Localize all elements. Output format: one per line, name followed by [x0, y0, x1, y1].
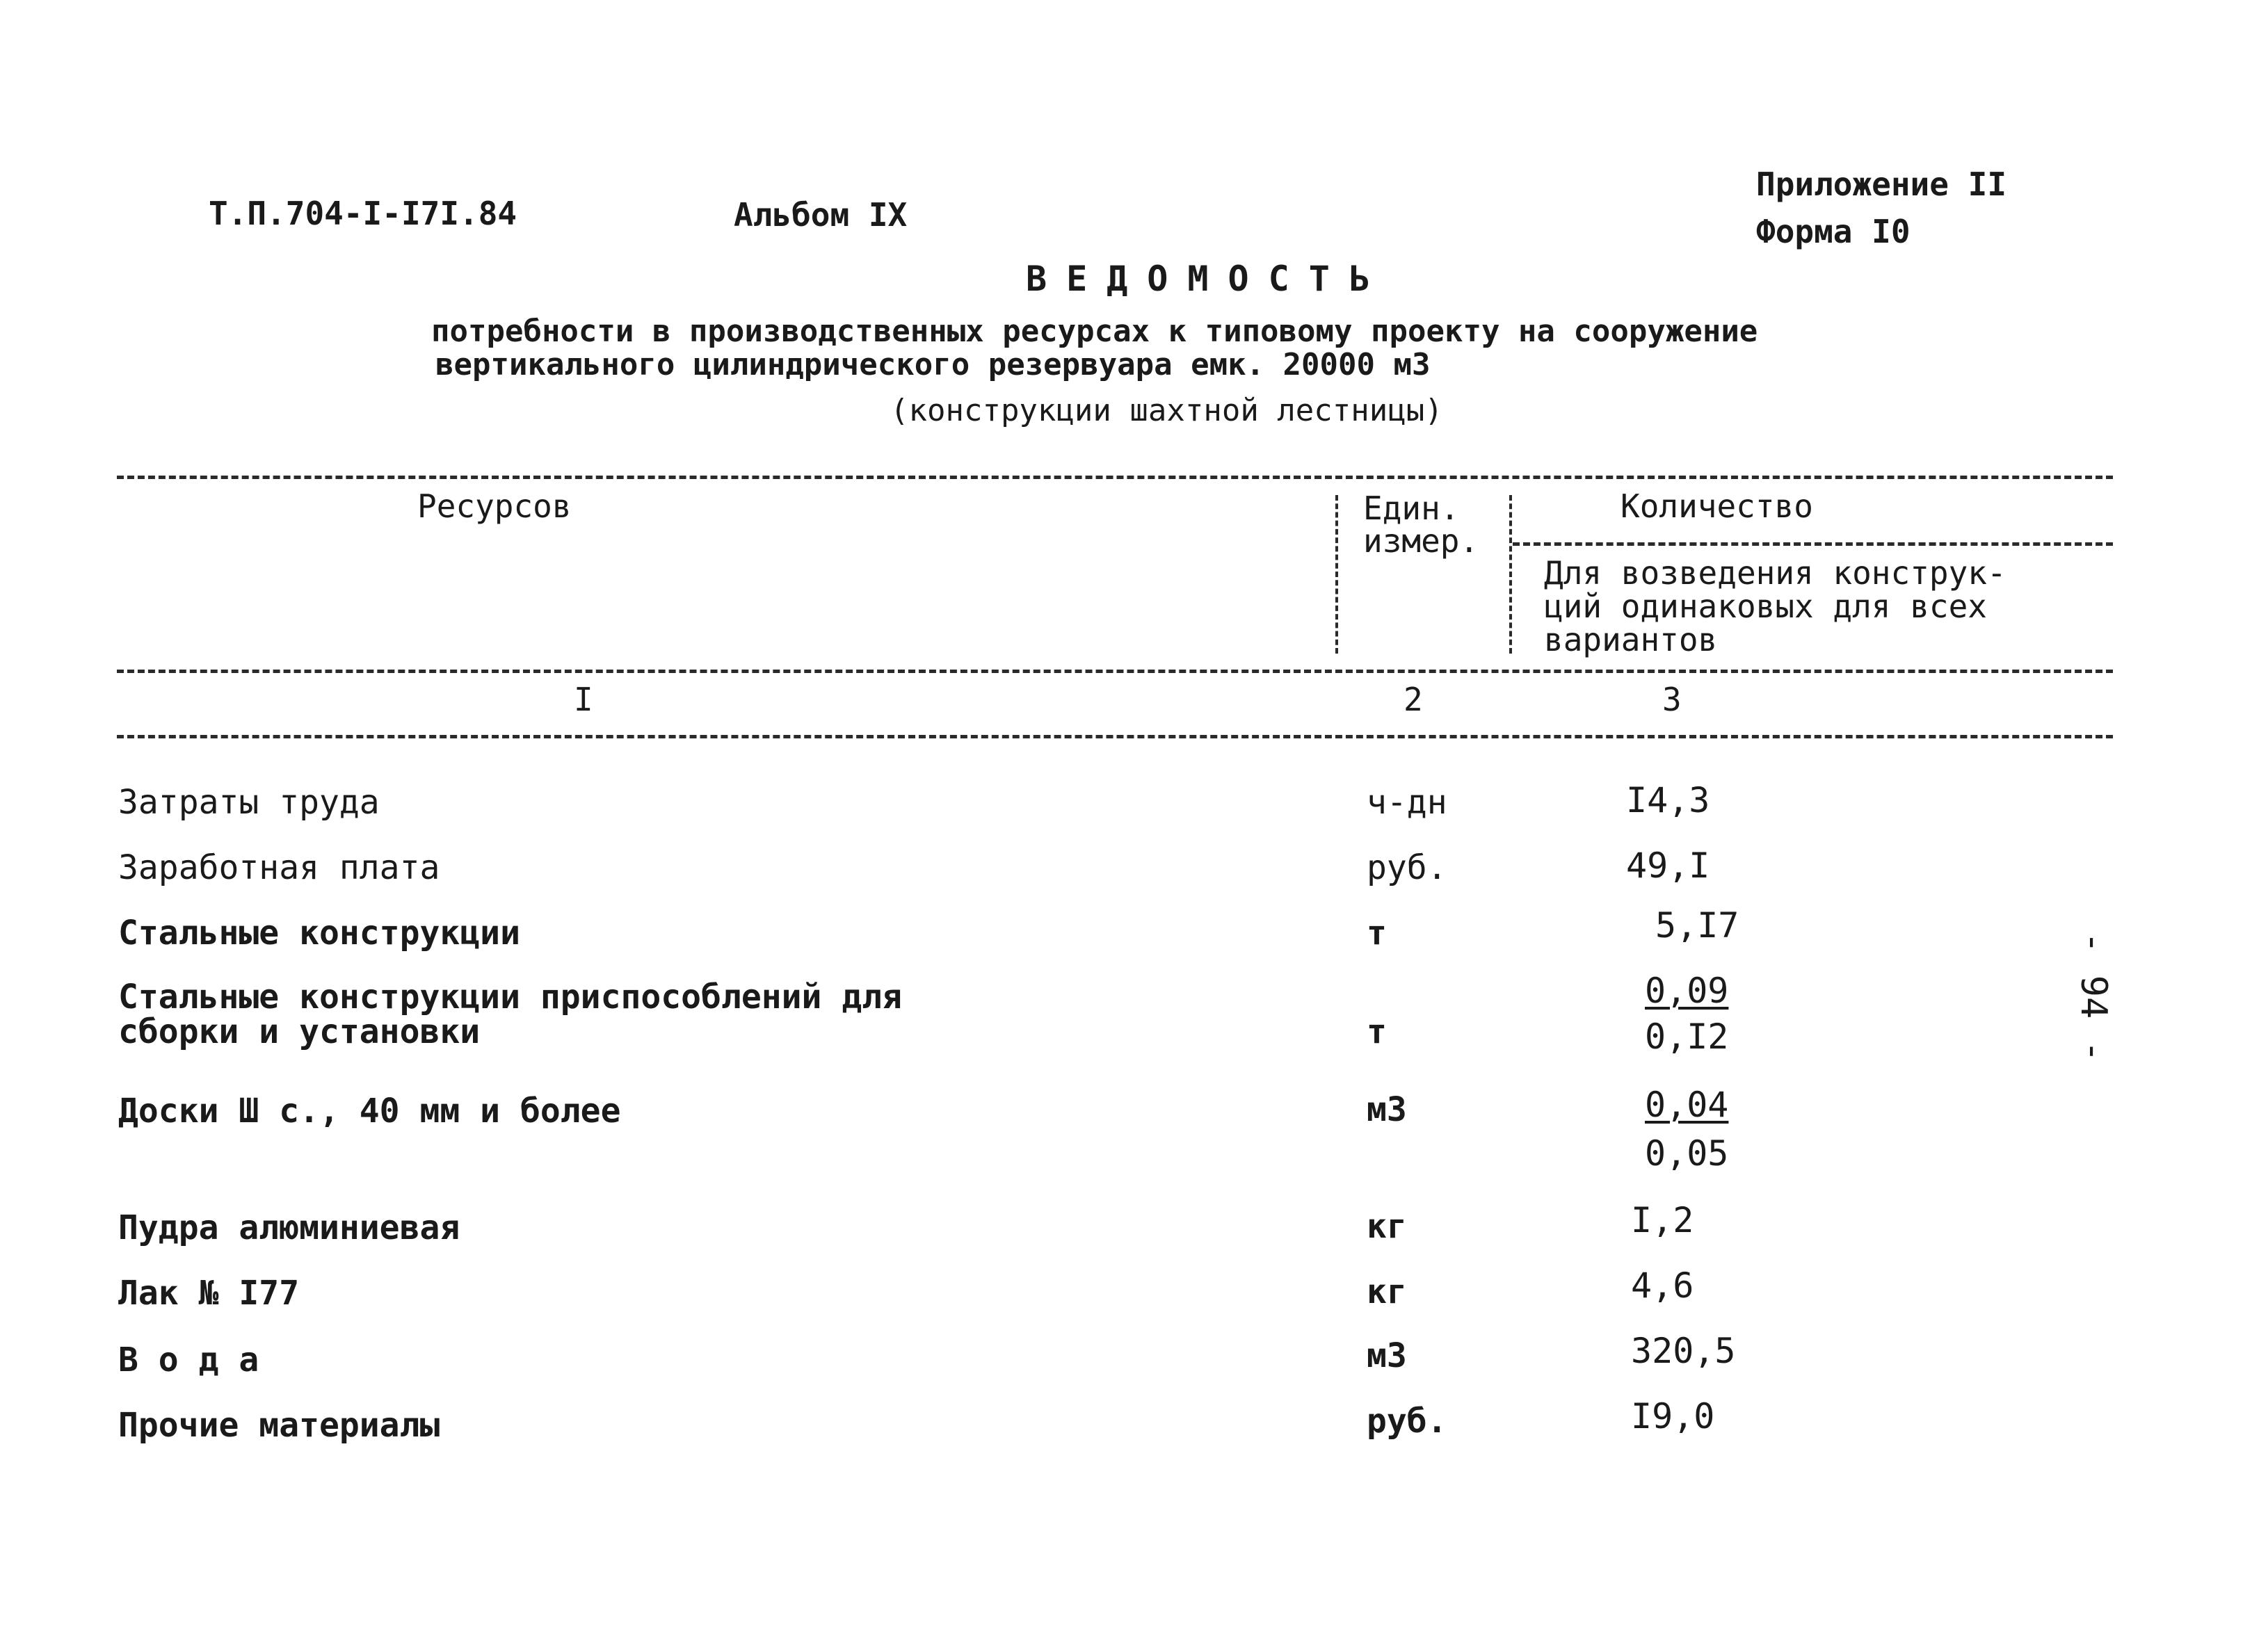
title-line-2: вертикального цилиндрического резервуара емк. 20000 м3: [435, 347, 1431, 382]
form-label: Форма I0: [1756, 213, 1911, 250]
table-row-value-alt: 0,I2: [1645, 1017, 1729, 1057]
column-number-3: 3: [1662, 681, 1682, 718]
table-row-value: 4,6: [1631, 1265, 1694, 1306]
header-bottom-rule: [117, 670, 2113, 673]
header-quantity-sub-2: ций одинаковых для всех: [1544, 588, 1987, 625]
table-row-value: I,2: [1631, 1200, 1694, 1240]
document-title: ВЕДОМОСТЬ: [1026, 259, 1390, 299]
header-quantity-sub-3: вариантов: [1544, 621, 1718, 658]
table-row-value: 0,04: [1645, 1085, 1729, 1125]
appendix-label: Приложение II: [1756, 165, 2007, 203]
table-row-name-continued: сборки и установки: [118, 1012, 481, 1051]
header-unit-2: измер.: [1363, 522, 1479, 560]
column-divider-1: [1335, 495, 1338, 654]
table-row-value: I4,3: [1626, 780, 1710, 820]
table-row-name: Стальные конструкции: [118, 914, 520, 953]
table-row-value: 5,I7: [1655, 905, 1739, 946]
table-top-rule: [117, 476, 2113, 479]
header-unit-1: Един.: [1363, 489, 1460, 527]
table-row-value-alt: 0,05: [1645, 1133, 1729, 1174]
table-row-name: Стальные конструкции приспособлений для: [118, 978, 903, 1017]
table-row-unit: руб.: [1367, 1402, 1447, 1441]
column-number-1: I: [574, 681, 593, 718]
table-row-unit: кг: [1367, 1272, 1407, 1311]
table-row-value: 49,I: [1626, 845, 1710, 886]
table-row-unit: руб.: [1367, 848, 1447, 887]
table-row-unit: т: [1367, 1012, 1387, 1051]
table-row-name: В о д а: [118, 1341, 259, 1379]
title-line-3: (конструкции шахтной лестницы): [890, 393, 1443, 428]
title-line-1: потребности в производственных ресурсах к типовому проекту на сооружение: [431, 314, 1758, 349]
table-row-value: 0,09: [1645, 971, 1729, 1011]
table-row-name: Доски Ш с., 40 мм и более: [118, 1092, 621, 1131]
table-row-name: Лак № I77: [118, 1274, 300, 1313]
table-row-name: Заработная плата: [118, 848, 440, 887]
column-numbers-rule: [117, 735, 2113, 738]
header-quantity-sub-1: Для возведения конструк-: [1544, 554, 2006, 592]
album-label: Альбом IX: [734, 196, 908, 234]
table-row-value: 320,5: [1631, 1331, 1736, 1371]
table-row-unit: ч-дн: [1367, 783, 1447, 822]
document-code: Т.П.704-I-I7I.84: [209, 195, 517, 232]
table-row-value: I9,0: [1631, 1396, 1715, 1436]
table-row-name: Пудра алюминиевая: [118, 1208, 460, 1247]
table-row-unit: кг: [1367, 1207, 1407, 1246]
table-row-unit: м3: [1367, 1090, 1407, 1129]
table-row-unit: м3: [1367, 1336, 1407, 1375]
quantity-sub-rule: [1513, 542, 2113, 546]
column-number-2: 2: [1404, 681, 1423, 718]
header-quantity: Количество: [1620, 487, 1813, 525]
column-divider-2: [1509, 495, 1512, 654]
table-row-name: Прочие материалы: [118, 1406, 440, 1445]
header-resources: Ресурсов: [417, 487, 572, 525]
table-row-unit: т: [1367, 914, 1387, 953]
table-row-name: Затраты труда: [118, 783, 380, 822]
page-number: - 94 -: [2073, 932, 2114, 1062]
